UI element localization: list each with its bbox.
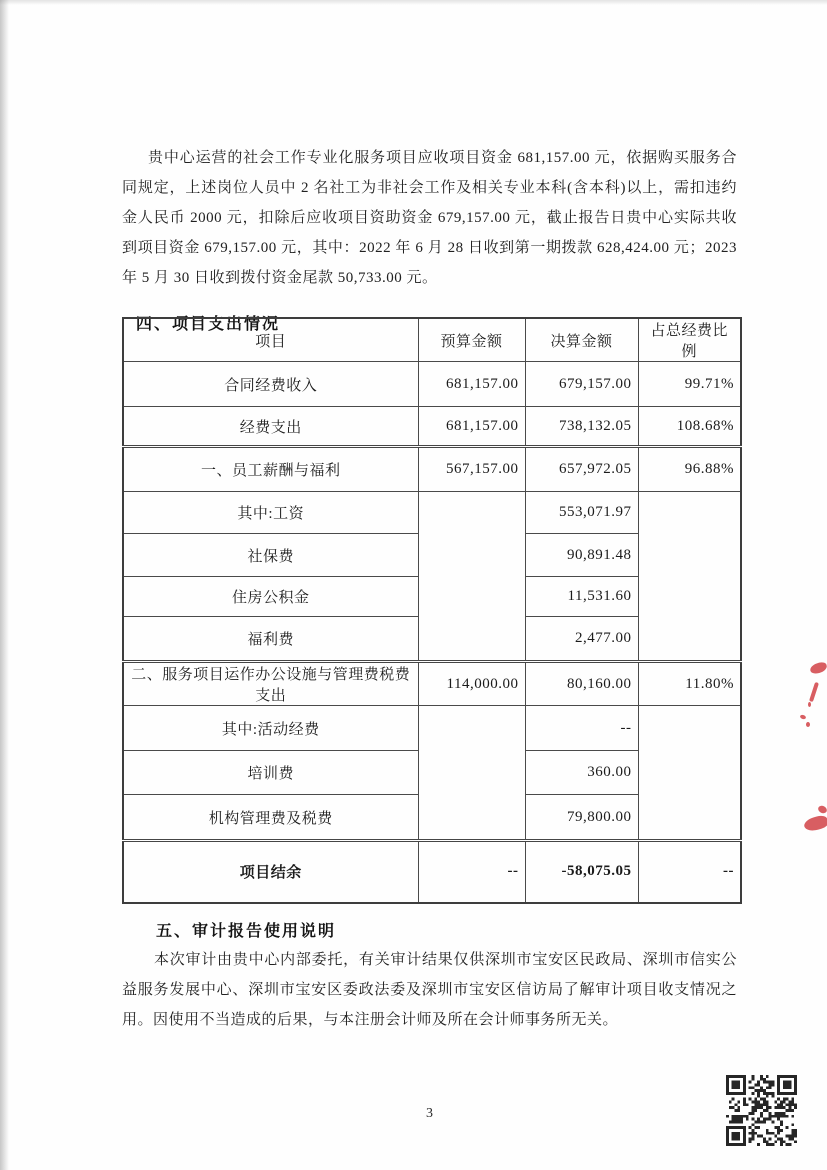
cell-final: 2,477.00: [525, 617, 638, 662]
cell-ratio: 99.71%: [638, 362, 741, 407]
red-seal-fragment: [799, 714, 806, 720]
cell-final: 553,071.97: [525, 492, 638, 534]
red-seal-fragment: [806, 722, 810, 727]
cell-item-label: 一、员工薪酬与福利: [123, 447, 418, 492]
cell-item-label: 经费支出: [123, 407, 418, 447]
qr-code-icon: [726, 1075, 797, 1146]
cell-final: 679,157.00: [525, 362, 638, 407]
cell-budget: 114,000.00: [418, 662, 525, 706]
cell-budget: 567,157.00: [418, 447, 525, 492]
expenditure-table: [122, 317, 742, 904]
cell-item-label: 其中:工资: [123, 492, 418, 534]
section4-title: 四、项目支出情况: [136, 316, 281, 333]
cell-ratio: --: [638, 841, 741, 903]
cell-final: 90,891.48: [525, 534, 638, 577]
cell-item-label: 其中:活动经费: [123, 706, 418, 751]
table-row: [123, 492, 741, 534]
cell-final: --: [525, 706, 638, 751]
cell-item-label: 合同经费收入: [123, 362, 418, 407]
cell-budget-merged: [418, 706, 525, 841]
red-seal-fragment: [809, 661, 827, 675]
cell-item-label: 培训费: [123, 751, 418, 795]
column-header: 预算金额: [418, 318, 525, 362]
cell-item-label: 项目结余: [123, 841, 418, 903]
cell-ratio-merged: [638, 706, 741, 841]
table-row: [123, 447, 741, 492]
red-seal-fragment: [808, 702, 811, 707]
cell-final: 79,800.00: [525, 795, 638, 841]
cell-budget-merged: [418, 492, 525, 662]
cell-budget: --: [418, 841, 525, 903]
page-edge-shadow-left: [0, 0, 9, 1170]
column-header: 项目: [123, 318, 418, 362]
cell-budget: 681,157.00: [418, 362, 525, 407]
table-row: [123, 706, 741, 751]
cell-ratio: 11.80%: [638, 662, 741, 706]
cell-item-label: 社保费: [123, 534, 418, 577]
cell-final: 11,531.60: [525, 577, 638, 617]
cell-final: 738,132.05: [525, 407, 638, 447]
cell-final: 657,972.05: [525, 447, 638, 492]
cell-item-label: 住房公积金: [123, 577, 418, 617]
red-seal-fragment: [809, 682, 819, 702]
cell-final: 360.00: [525, 751, 638, 795]
cell-item-label: 二、服务项目运作办公设施与管理费税费支出: [123, 662, 418, 706]
table-row: [123, 841, 741, 903]
cell-ratio: 108.68%: [638, 407, 741, 447]
cell-ratio: 96.88%: [638, 447, 741, 492]
cell-final: 80,160.00: [525, 662, 638, 706]
cell-budget: 681,157.00: [418, 407, 525, 447]
table-row: [123, 362, 741, 407]
intro-paragraph: 贵中心运营的社会工作专业化服务项目应收项目资金 681,157.00 元，依据购买服务合同规定，上述岗位人员中 2 名社工为非社会工作及相关专业本科(含本科)以上，需扣违约金人民币 2000 元，扣除后应收项目资助资金 679,157.00 元，截止报告日贵中心实际共收到项目资金 679,157.00 元，其中：2022 年 6 月 28 日收到第一期拨款 628,424.00 元；2023 年 5 月 30 日收到拨付资金尾款 50,733.00 元。: [122, 150, 737, 286]
red-seal-fragment: [817, 804, 827, 814]
table-row: [123, 407, 741, 447]
table-header-row: [123, 318, 741, 362]
column-header: 占总经费比例: [638, 318, 741, 362]
column-header: 决算金额: [525, 318, 638, 362]
page-edge-shadow-top: [0, 0, 827, 5]
cell-item-label: 机构管理费及税费: [123, 795, 418, 841]
table-row: [123, 662, 741, 706]
page-number: 3: [426, 1106, 433, 1121]
cell-final: -58,075.05: [525, 841, 638, 903]
cell-ratio-merged: [638, 492, 741, 662]
cell-item-label: 福利费: [123, 617, 418, 662]
section5-title: 五、审计报告使用说明: [156, 923, 337, 940]
usage-paragraph: 本次审计由贵中心内部委托，有关审计结果仅供深圳市宝安区民政局、深圳市信实公益服务发展中心、深圳市宝安区委政法委及深圳市宝安区信访局了解审计项目收支情况之用。因使用不当造成的后果，与本注册会计师及所在会计师事务所无关。: [122, 952, 737, 1028]
red-seal-fragment: [803, 814, 827, 833]
